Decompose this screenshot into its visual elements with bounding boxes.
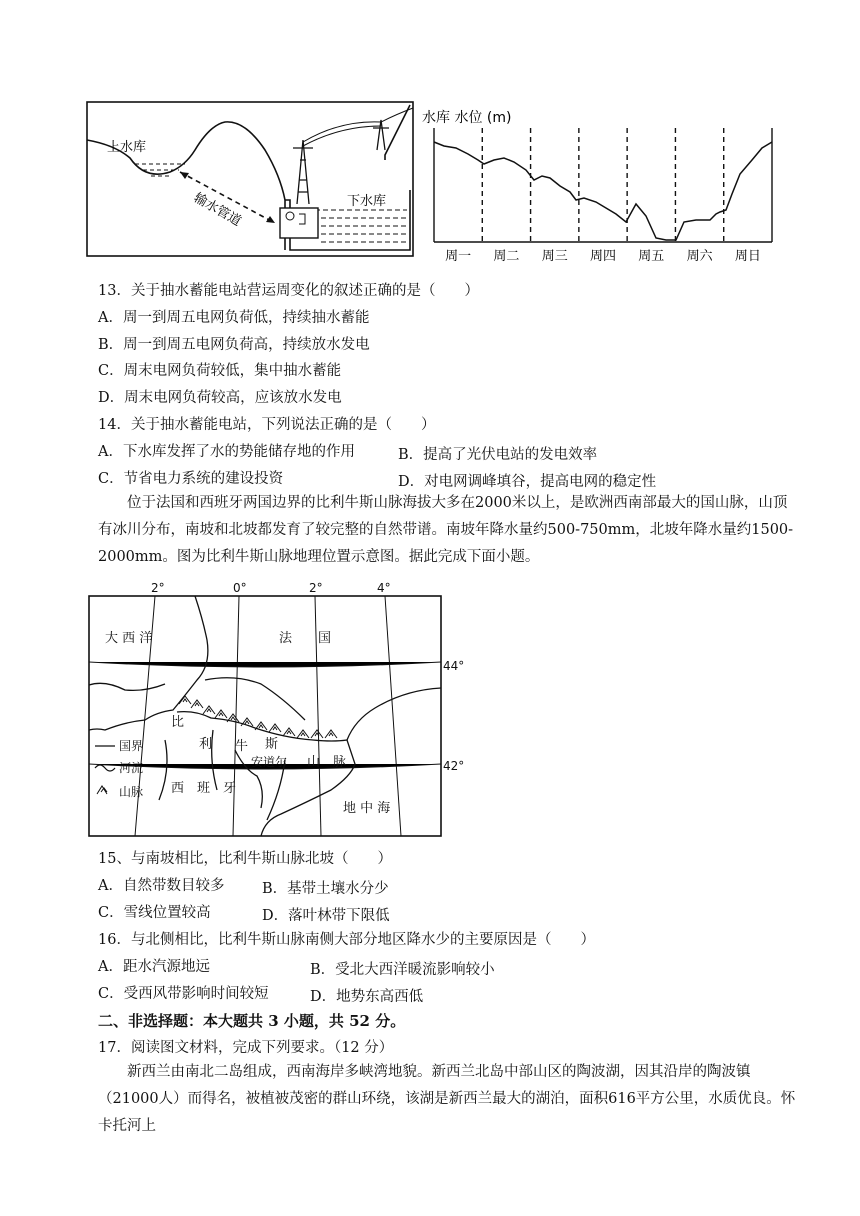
pyrenees-char-5: 山 — [307, 755, 321, 770]
day-label: 周一 — [445, 249, 472, 264]
q15-option-a[interactable]: A．自然带数目较多 — [98, 878, 225, 894]
q14-option-b[interactable]: B．提高了光伏电站的发电效率 — [398, 447, 598, 463]
atlantic-label: 大 西 洋 — [105, 631, 153, 646]
q13-option-d[interactable]: D．周末电网负荷较高，应该放水发电 — [98, 390, 342, 406]
lon-label-2e: 2° — [309, 581, 323, 595]
lon-label-4e: 4° — [377, 581, 391, 595]
lon-label-0: 0° — [233, 581, 247, 595]
q13-option-b[interactable]: B．周一到周五电网负荷高，持续放水发电 — [98, 337, 370, 353]
q16-option-a[interactable]: A．距水汽源地远 — [98, 959, 210, 975]
lat-label-42: 42° — [443, 759, 465, 773]
andorra-label: 安道尔 — [251, 755, 288, 769]
day-label: 周日 — [734, 249, 761, 264]
mountain-symbol — [191, 700, 203, 708]
pyrenees-char-6: 脉 — [333, 755, 347, 770]
legend-river-label: 河流 — [119, 761, 144, 775]
pyrenees-char-3: 牛 — [235, 739, 249, 754]
q13-stem: 13．关于抽水蓄能电站营运周变化的叙述正确的是（ ） — [98, 283, 479, 299]
pumped-storage-diagram — [85, 100, 417, 260]
q17-stem: 17．阅读图文材料，完成下列要求。（12 分） — [98, 1040, 394, 1056]
map-legend — [95, 739, 143, 799]
q16-stem: 16．与北侧相比，比利牛斯山脉南侧大部分地区降水少的主要原因是（ ） — [98, 932, 595, 948]
pyrenees-char-1: 比 — [171, 715, 185, 730]
upper-reservoir-label: 上水库 — [107, 140, 147, 155]
q16-option-b[interactable]: B．受北大西洋暖流影响较小 — [310, 962, 495, 978]
q14-option-d[interactable]: D．对电网调峰填谷，提高电网的稳定性 — [398, 474, 657, 490]
france-label: 法 国 — [279, 631, 332, 646]
mountain-symbol — [283, 728, 295, 736]
pyrenees-map — [85, 580, 475, 840]
passage-pyrenees: 位于法国和西班牙两国边界的比利牛斯山脉海拔大多在2000米以上，是欧洲西南部最大的国山脉，山顶有冰川分布，南坡和北坡都发育了较完整的自然带谱。南坡年降水量约500-750mm，北坡年降水量约1500-2000mm。图为比利牛斯山脉地理位置示意图。据此完成下面小题。 — [98, 495, 794, 565]
day-label: 周四 — [589, 249, 617, 264]
chart-title: 水库 水位 (m) — [422, 110, 512, 126]
q13-option-a[interactable]: A．周一到周五电网负荷低，持续抽水蓄能 — [98, 310, 370, 326]
pyrenees-char-2: 利 — [199, 737, 213, 752]
mediterranean-label: 地 中 海 — [343, 801, 391, 816]
q16-option-c[interactable]: C．受西风带影响时间较短 — [98, 986, 269, 1002]
water-level-chart — [420, 104, 780, 266]
water-level-line — [434, 142, 772, 240]
mountain-symbol — [325, 730, 337, 738]
legend-border-label: 国界 — [119, 739, 144, 753]
q15-stem: 15、与南坡相比，比利牛斯山脉北坡（ ） — [98, 851, 392, 867]
q14-stem: 14．关于抽水蓄能电站，下列说法正确的是（ ） — [98, 417, 436, 433]
section-2-heading: 二、非选择题：本大题共 3 小题，共 52 分。 — [98, 1012, 406, 1030]
q16-option-d[interactable]: D．地势东高西低 — [310, 989, 424, 1005]
lat-label-44: 44° — [443, 659, 465, 673]
mountain-symbol — [311, 730, 323, 738]
pipeline-label: 输水管道 — [191, 190, 244, 230]
q14-option-a[interactable]: A．下水库发挥了水的势能储存地的作用 — [98, 444, 355, 460]
lower-reservoir-label: 下水库 — [347, 194, 387, 209]
day-label: 周三 — [541, 249, 568, 264]
q17-passage: 新西兰由南北二岛组成，西南海岸多峡湾地貌。新西兰北岛中部山区的陶波湖，因其沿岸的陶波镇（21000人）而得名，被植被茂密的群山环绕，该湖是新西兰最大的湖泊，面积616平方公里，水质优良。怀卡托河上 — [98, 1064, 796, 1134]
mountain-symbol — [203, 706, 215, 714]
day-label: 周二 — [493, 249, 520, 264]
mountain-symbol — [297, 730, 309, 738]
day-label: 周六 — [686, 249, 713, 264]
q14-option-c[interactable]: C．节省电力系统的建设投资 — [98, 471, 284, 487]
legend-mountain-label: 山脉 — [119, 785, 144, 799]
mountain-symbol — [269, 724, 281, 732]
lon-label-2w: 2° — [151, 581, 165, 595]
q15-option-d[interactable]: D．落叶林带下限低 — [262, 908, 390, 924]
spain-label: 西 班 牙 — [171, 781, 237, 796]
q15-option-b[interactable]: B．基带土壤水分少 — [262, 881, 389, 897]
q15-option-c[interactable]: C．雪线位置较高 — [98, 905, 211, 921]
pyrenees-char-4: 斯 — [265, 737, 279, 752]
q13-option-c[interactable]: C．周末电网负荷较低，集中抽水蓄能 — [98, 363, 342, 379]
day-label: 周五 — [638, 249, 665, 264]
mountain-symbol — [215, 710, 227, 718]
